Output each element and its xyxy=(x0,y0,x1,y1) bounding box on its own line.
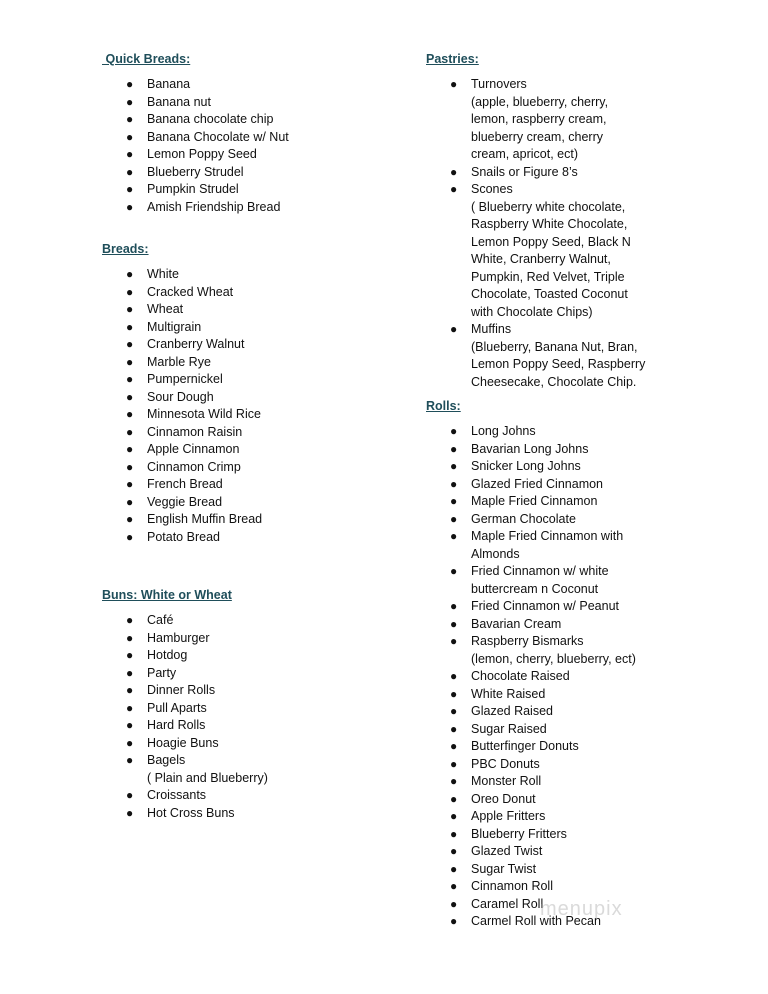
list-item-label: Amish Friendship Bread xyxy=(147,199,281,214)
bullet-icon: ● xyxy=(450,861,458,876)
list-item-detail: Lemon Poppy Seed, Black N xyxy=(471,234,631,249)
bullet-icon: ● xyxy=(126,735,134,750)
list-item-detail: ( Plain and Blueberry) xyxy=(147,770,268,785)
bullet-icon: ● xyxy=(126,267,134,281)
pastry-item xyxy=(426,181,746,321)
quick-bread-item xyxy=(102,129,402,147)
bullet-icon: ● xyxy=(450,164,458,179)
list-item-label: Caramel Roll xyxy=(471,896,544,911)
list-item-label: Bagels xyxy=(147,753,186,767)
list-item-label: Multigrain xyxy=(147,319,202,334)
bullet-icon: ● xyxy=(450,182,458,196)
bullet-icon: ● xyxy=(126,442,134,456)
list-item-detail: (Blueberry, Banana Nut, Bran, xyxy=(471,339,638,354)
roll-item xyxy=(426,826,746,844)
list-item-label: Potato Bread xyxy=(147,529,220,544)
bullet-icon: ● xyxy=(126,112,134,126)
bullet-icon: ● xyxy=(450,494,458,508)
roll-item xyxy=(426,441,746,459)
list-item-label: Fried Cinnamon w/ white xyxy=(471,564,609,578)
bullet-icon: ● xyxy=(450,564,458,578)
list-item-detail: Pumpkin, Red Velvet, Triple xyxy=(471,269,625,284)
bun-item xyxy=(102,630,402,648)
list-item-label: Wheat xyxy=(147,302,184,316)
bread-item xyxy=(102,336,402,354)
bun-item xyxy=(102,700,402,718)
list-item-label: Sugar Twist xyxy=(471,861,537,876)
list-item-label: German Chocolate xyxy=(471,511,576,526)
menupix-watermark: menupix xyxy=(540,898,623,920)
bread-item xyxy=(102,529,402,547)
list-item-label: Party xyxy=(147,665,177,680)
list-item-label: Glazed Twist xyxy=(471,844,543,858)
bullet-icon: ● xyxy=(450,721,458,736)
roll-item xyxy=(426,843,746,861)
bullet-icon: ● xyxy=(126,407,134,421)
buns-heading: Buns: White or Wheat xyxy=(102,588,232,602)
bullet-icon: ● xyxy=(126,302,134,316)
bullet-icon: ● xyxy=(126,147,134,161)
bullet-icon: ● xyxy=(126,459,134,474)
list-item-detail: cream, apricot, ect) xyxy=(471,147,578,161)
bullet-icon: ● xyxy=(126,613,134,627)
roll-item xyxy=(426,511,746,529)
list-item-label: Marble Rye xyxy=(147,354,211,369)
bullet-icon: ● xyxy=(126,284,134,299)
bullet-icon: ● xyxy=(450,774,458,788)
bullet-icon: ● xyxy=(450,77,458,91)
bun-item xyxy=(102,752,402,787)
bullet-icon: ● xyxy=(450,459,458,473)
pastry-item xyxy=(426,321,746,391)
list-item-label: Minnesota Wild Rice xyxy=(147,407,261,421)
breads-list xyxy=(102,266,402,546)
bullet-icon: ● xyxy=(126,424,134,439)
bread-item xyxy=(102,319,402,337)
bun-item xyxy=(102,735,402,753)
list-item-label: Apple Fritters xyxy=(471,809,546,823)
bullet-icon: ● xyxy=(126,182,134,196)
bullet-icon: ● xyxy=(450,441,458,456)
list-item-label: Veggie Bread xyxy=(147,494,223,509)
list-item-label: Hotdog xyxy=(147,648,188,662)
bun-item xyxy=(102,787,402,805)
bread-item xyxy=(102,301,402,319)
quick-bread-item xyxy=(102,146,402,164)
list-item-label: Sour Dough xyxy=(147,389,214,404)
list-item-label: Bavarian Long Johns xyxy=(471,441,589,456)
roll-item xyxy=(426,616,746,634)
bullet-icon: ● xyxy=(450,739,458,753)
bullet-icon: ● xyxy=(126,199,134,214)
list-item-detail: (lemon, cherry, blueberry, ect) xyxy=(471,651,636,666)
list-item-label: Lemon Poppy Seed xyxy=(147,147,257,161)
bullet-icon: ● xyxy=(450,686,458,701)
bullet-icon: ● xyxy=(450,756,458,771)
list-item-label: Banana nut xyxy=(147,94,211,109)
list-item-label: Cinnamon Crimp xyxy=(147,459,241,474)
list-item-label: Snicker Long Johns xyxy=(471,459,581,473)
list-item-label: Butterfinger Donuts xyxy=(471,739,579,753)
bullet-icon: ● xyxy=(450,704,458,718)
list-item-label: Bavarian Cream xyxy=(471,616,562,631)
list-item-label: French Bread xyxy=(147,477,223,491)
list-item-label: White xyxy=(147,267,179,281)
list-item-label: Blueberry Fritters xyxy=(471,826,567,841)
roll-item xyxy=(426,791,746,809)
bullet-icon: ● xyxy=(450,669,458,683)
list-item-label: PBC Donuts xyxy=(471,756,540,771)
bun-item xyxy=(102,647,402,665)
quick-bread-item xyxy=(102,76,402,94)
bun-item xyxy=(102,717,402,735)
bullet-icon: ● xyxy=(450,424,458,438)
roll-item xyxy=(426,721,746,739)
quick-bread-item xyxy=(102,111,402,129)
bun-item xyxy=(102,612,402,630)
roll-item xyxy=(426,476,746,494)
bullet-icon: ● xyxy=(450,634,458,648)
list-item-detail: Raspberry White Chocolate, xyxy=(471,217,628,231)
list-item-label: Oreo Donut xyxy=(471,791,536,806)
roll-item xyxy=(426,686,746,704)
list-item-label: Snails or Figure 8’s xyxy=(471,164,578,179)
bullet-icon: ● xyxy=(126,788,134,802)
bread-item xyxy=(102,371,402,389)
roll-item xyxy=(426,878,746,896)
roll-item xyxy=(426,458,746,476)
rolls-list xyxy=(426,423,746,931)
bullet-icon: ● xyxy=(126,665,134,680)
bullet-icon: ● xyxy=(126,94,134,109)
roll-item xyxy=(426,756,746,774)
list-item-label: Monster Roll xyxy=(471,774,542,788)
roll-item xyxy=(426,423,746,441)
pastry-item xyxy=(426,164,746,182)
bullet-icon: ● xyxy=(450,879,458,893)
list-item-label: Sugar Raised xyxy=(471,721,547,736)
quick-bread-item xyxy=(102,164,402,182)
list-item-detail: (apple, blueberry, cherry, xyxy=(471,94,609,109)
roll-item xyxy=(426,633,746,668)
bullet-icon: ● xyxy=(126,494,134,509)
list-item-detail: Cheesecake, Chocolate Chip. xyxy=(471,374,637,389)
bullet-icon: ● xyxy=(126,700,134,715)
bullet-icon: ● xyxy=(126,648,134,662)
buns-list xyxy=(102,612,402,822)
quick-bread-item xyxy=(102,94,402,112)
bullet-icon: ● xyxy=(126,683,134,697)
bread-item xyxy=(102,354,402,372)
bread-item xyxy=(102,511,402,529)
list-item-label: Hamburger xyxy=(147,630,210,645)
list-item-detail: Chocolate, Toasted Coconut xyxy=(471,287,628,301)
list-item-label: Cinnamon Roll xyxy=(471,879,553,893)
bullet-icon: ● xyxy=(126,512,134,526)
bullet-icon: ● xyxy=(450,896,458,911)
bullet-icon: ● xyxy=(126,77,134,91)
quick-breads-list xyxy=(102,76,402,216)
list-item-label: Maple Fried Cinnamon with xyxy=(471,529,624,543)
list-item-label: Banana Chocolate w/ Nut xyxy=(147,129,289,144)
bullet-icon: ● xyxy=(450,476,458,491)
list-item-detail: buttercream n Coconut xyxy=(471,581,599,596)
roll-item xyxy=(426,528,746,563)
list-item-detail: Almonds xyxy=(471,546,520,561)
list-item-label: Croissants xyxy=(147,788,207,802)
roll-item xyxy=(426,668,746,686)
list-item-label: Long Johns xyxy=(471,424,536,438)
bullet-icon: ● xyxy=(450,809,458,823)
list-item-label: Fried Cinnamon w/ Peanut xyxy=(471,599,619,613)
quick-bread-item xyxy=(102,181,402,199)
bullet-icon: ● xyxy=(450,844,458,858)
bullet-icon: ● xyxy=(450,914,458,928)
list-item-label: Hot Cross Buns xyxy=(147,805,235,820)
right-column xyxy=(426,50,746,931)
left-column xyxy=(102,50,402,822)
bullet-icon: ● xyxy=(126,372,134,386)
bread-item xyxy=(102,284,402,302)
list-item-label: Hoagie Buns xyxy=(147,735,219,750)
list-item-label: Cracked Wheat xyxy=(147,284,234,299)
list-item-label: Pull Aparts xyxy=(147,700,207,715)
bread-item xyxy=(102,406,402,424)
list-item-detail: ( Blueberry white chocolate, xyxy=(471,199,626,214)
bread-item xyxy=(102,424,402,442)
list-item-label: Turnovers xyxy=(471,77,527,91)
bread-item xyxy=(102,389,402,407)
rolls-heading: Rolls: xyxy=(426,399,461,413)
bun-item xyxy=(102,682,402,700)
bread-item xyxy=(102,459,402,477)
roll-item xyxy=(426,703,746,721)
roll-item xyxy=(426,738,746,756)
pastry-item xyxy=(426,76,746,164)
bread-item xyxy=(102,441,402,459)
list-item-label: Blueberry Strudel xyxy=(147,164,244,179)
bullet-icon: ● xyxy=(450,616,458,631)
list-item-detail: Lemon Poppy Seed, Raspberry xyxy=(471,357,646,371)
list-item-label: Raspberry Bismarks xyxy=(471,634,584,648)
roll-item xyxy=(426,563,746,598)
roll-item xyxy=(426,598,746,616)
quick-bread-item xyxy=(102,199,402,217)
bullet-icon: ● xyxy=(450,599,458,613)
roll-item xyxy=(426,493,746,511)
bun-item xyxy=(102,805,402,823)
bullet-icon: ● xyxy=(450,511,458,526)
list-item-label: Café xyxy=(147,613,174,627)
list-item-detail: blueberry cream, cherry xyxy=(471,129,603,144)
bullet-icon: ● xyxy=(450,322,458,336)
list-item-label: Apple Cinnamon xyxy=(147,442,240,456)
roll-item xyxy=(426,861,746,879)
list-item-label: White Raised xyxy=(471,686,546,701)
list-item-label: Glazed Fried Cinnamon xyxy=(471,476,604,491)
list-item-label: Chocolate Raised xyxy=(471,669,570,683)
bullet-icon: ● xyxy=(126,718,134,732)
bullet-icon: ● xyxy=(126,337,134,351)
list-item-label: English Muffin Bread xyxy=(147,512,263,526)
bread-item xyxy=(102,266,402,284)
list-item-label: Dinner Rolls xyxy=(147,683,216,697)
bullet-icon: ● xyxy=(126,389,134,404)
list-item-detail: lemon, raspberry cream, xyxy=(471,112,607,126)
list-item-detail: with Chocolate Chips) xyxy=(471,304,593,319)
breads-heading: Breads: xyxy=(102,242,149,256)
list-item-label: Glazed Raised xyxy=(471,704,553,718)
bullet-icon: ● xyxy=(126,630,134,645)
list-item-label: Cranberry Walnut xyxy=(147,337,245,351)
list-item-label: Hard Rolls xyxy=(147,718,206,732)
bullet-icon: ● xyxy=(126,477,134,491)
bun-item xyxy=(102,665,402,683)
bullet-icon: ● xyxy=(126,753,134,767)
pastries-list xyxy=(426,76,746,391)
bullet-icon: ● xyxy=(450,791,458,806)
list-item-label: Banana xyxy=(147,77,191,91)
list-item-label: Maple Fried Cinnamon xyxy=(471,494,598,508)
bread-item xyxy=(102,494,402,512)
list-item-label: Carmel Roll with Pecan xyxy=(471,914,601,928)
bullet-icon: ● xyxy=(126,354,134,369)
list-item-label: Pumpkin Strudel xyxy=(147,182,239,196)
roll-item xyxy=(426,773,746,791)
bullet-icon: ● xyxy=(126,164,134,179)
bullet-icon: ● xyxy=(126,805,134,820)
bullet-icon: ● xyxy=(450,826,458,841)
list-item-label: Pumpernickel xyxy=(147,372,223,386)
roll-item xyxy=(426,808,746,826)
pastries-heading: Pastries: xyxy=(426,52,479,66)
bread-item xyxy=(102,476,402,494)
bullet-icon: ● xyxy=(126,129,134,144)
bullet-icon: ● xyxy=(126,319,134,334)
list-item-detail: White, Cranberry Walnut, xyxy=(471,252,611,266)
list-item-label: Scones xyxy=(471,182,513,196)
quick-breads-heading: Quick Breads: xyxy=(102,52,191,66)
list-item-label: Cinnamon Raisin xyxy=(147,424,243,439)
list-item-label: Muffins xyxy=(471,322,512,336)
bullet-icon: ● xyxy=(450,529,458,543)
list-item-label: Banana chocolate chip xyxy=(147,112,274,126)
bullet-icon: ● xyxy=(126,529,134,544)
